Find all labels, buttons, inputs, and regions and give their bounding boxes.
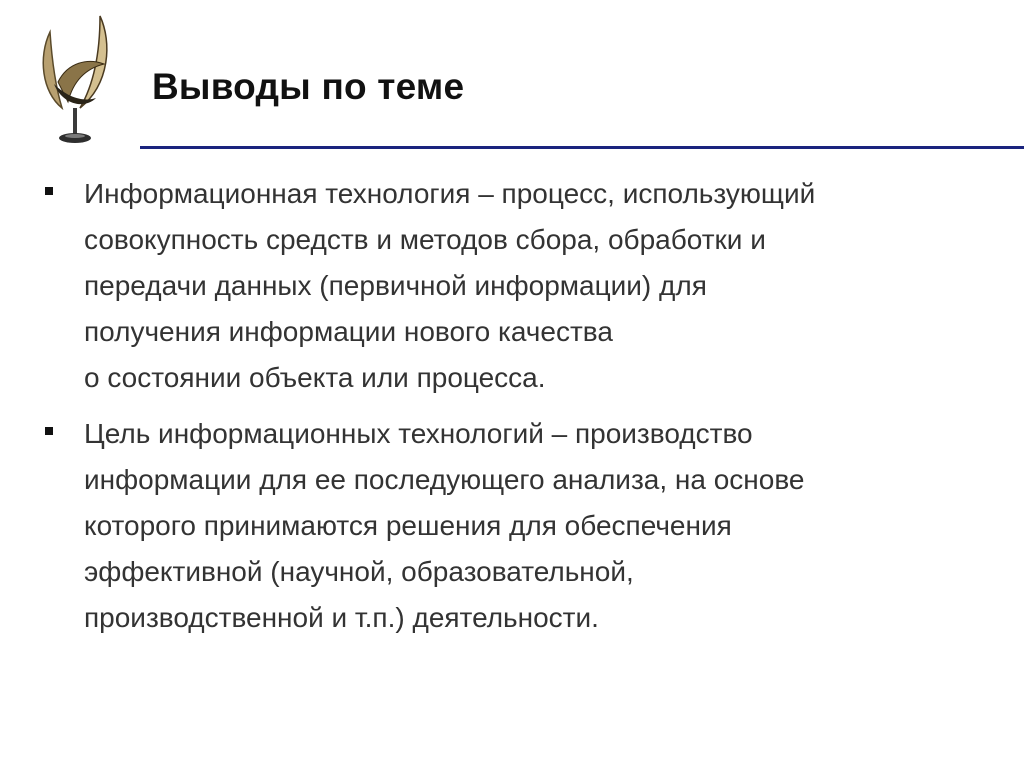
square-bullet-icon [45, 427, 53, 435]
bullet-list [40, 171, 1000, 651]
title-underline [140, 146, 1024, 149]
bullet-text: Информационная технология – процесс, использующий совокупность средств и методов сбора, обработки и передачи данных (первичной информации) для получения информации нового качества о состоянии объекта или процесса. [84, 178, 816, 393]
bullet-text: Цель информационных технологий – производство информации для ее последующего анализа, на основе которого принимаются решения для обеспечения эффективной (научной, образовательной, производственной и т.п.) деятельности. [84, 418, 805, 633]
square-bullet-icon [45, 187, 53, 195]
bullet-item [40, 171, 1000, 401]
slide-title: Выводы по теме [152, 66, 465, 107]
wine-glass-sculpture-icon [28, 12, 128, 152]
bullet-item [40, 411, 1000, 641]
